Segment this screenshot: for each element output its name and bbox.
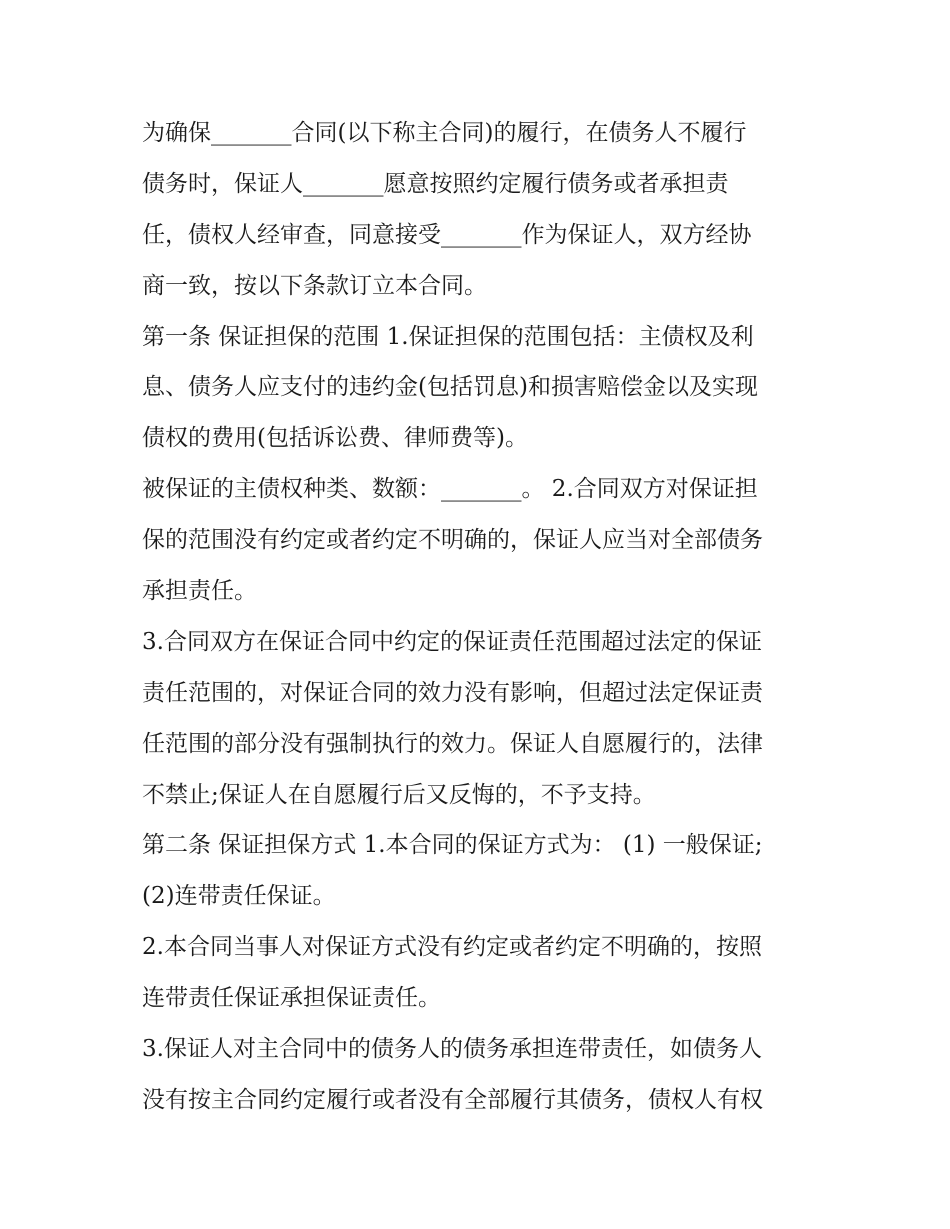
- text-line: 任范围的部分没有强制执行的效力。保证人自愿履行的，法律: [142, 730, 763, 757]
- text-line: 息、债务人应支付的违约金(包括罚息)和损害赔偿金以及实现: [142, 374, 758, 401]
- text-line: 连带责任保证承担保证责任。: [142, 985, 441, 1012]
- text-line: 2.本合同当事人对保证方式没有约定或者约定不明确的，按照: [142, 934, 762, 961]
- text-line: 没有按主合同约定履行或者没有全部履行其债务，债权人有权: [142, 1086, 763, 1113]
- text-line: 债权的费用(包括诉讼费、律师费等)。: [142, 425, 528, 452]
- text-line: 任，债权人经审查，同意接受_______作为保证人，双方经协: [142, 221, 752, 248]
- text-line: 第二条 保证担保方式 1.本合同的保证方式为： (1) 一般保证;: [142, 832, 763, 859]
- text-line: 不禁止;保证人在自愿履行后又反悔的，不予支持。: [142, 781, 656, 808]
- text-line: 承担责任。: [142, 578, 257, 605]
- text-line: 3.保证人对主合同中的债务人的债务承担连带责任，如债务人: [142, 1036, 762, 1063]
- text-line: 3.合同双方在保证合同中约定的保证责任范围超过法定的保证: [142, 628, 762, 655]
- text-line: 责任范围的，对保证合同的效力没有影响，但超过法定保证责: [142, 679, 763, 706]
- text-line: 保的范围没有约定或者约定不明确的，保证人应当对全部债务: [142, 527, 763, 554]
- text-line: 为确保_______合同(以下称主合同)的履行，在债务人不履行: [142, 120, 747, 146]
- text-line: 商一致，按以下条款订立本合同。: [142, 272, 487, 299]
- text-line: 债务时，保证人_______愿意按照约定履行债务或者承担责: [142, 170, 729, 197]
- text-line: 第一条 保证担保的范围 1.保证担保的范围包括：主债权及利: [142, 323, 754, 350]
- text-line: 被保证的主债权种类、数额：_______。 2.合同双方对保证担: [142, 476, 758, 503]
- contract-body: [142, 108, 822, 1126]
- text-line: (2)连带责任保证。: [142, 883, 336, 910]
